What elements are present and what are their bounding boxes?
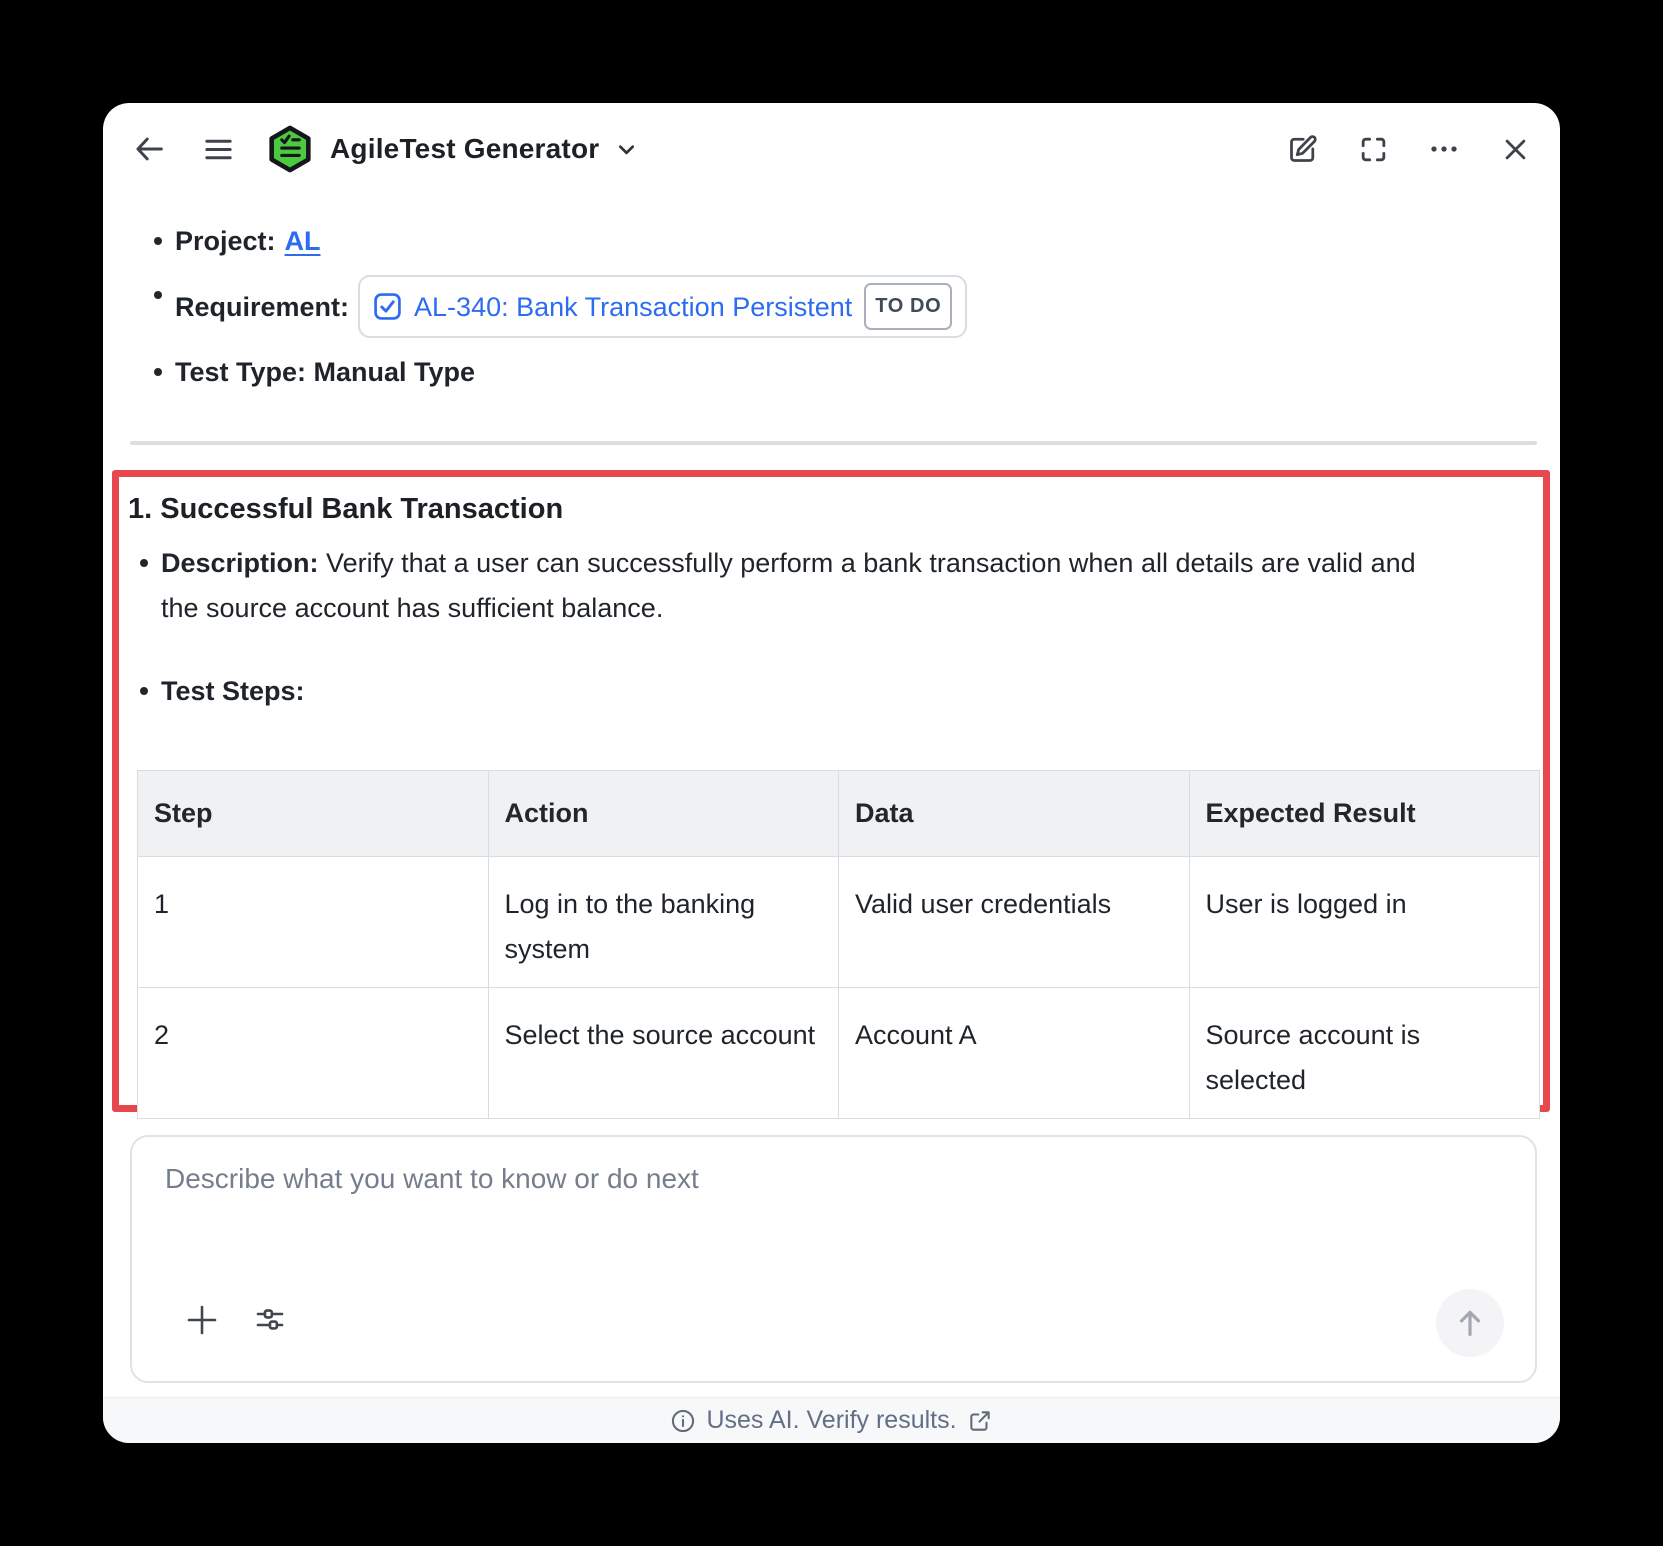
more-options-button[interactable] — [1427, 132, 1461, 166]
test-case-heading: 1. Successful Bank Transaction — [128, 493, 564, 525]
composer-input[interactable] — [165, 1163, 1395, 1283]
table-cell: Select the source account — [488, 988, 839, 1119]
meta-requirement — [152, 275, 1500, 338]
chevron-down-icon — [613, 136, 640, 163]
table-header-cell: Action — [488, 771, 839, 857]
test-steps-table — [137, 770, 1540, 1119]
meta-project — [152, 221, 1500, 261]
arrow-left-icon — [133, 132, 167, 166]
arrow-up-icon — [1453, 1306, 1487, 1340]
table-row — [138, 988, 1540, 1119]
table-header-cell: Expected Result — [1189, 771, 1540, 857]
hamburger-icon — [202, 133, 235, 166]
composer — [130, 1135, 1537, 1383]
plus-icon — [185, 1303, 219, 1337]
status-badge: TO DO — [864, 283, 952, 330]
info-icon — [670, 1408, 696, 1434]
menu-button[interactable] — [201, 132, 235, 166]
section-divider — [130, 441, 1537, 445]
composer-tools — [185, 1303, 287, 1337]
project-link[interactable]: AL — [284, 226, 321, 256]
table-cell: User is logged in — [1189, 857, 1540, 988]
fullscreen-button[interactable] — [1356, 132, 1390, 166]
table-cell: Source account is selected — [1189, 988, 1540, 1119]
sliders-icon — [253, 1303, 287, 1337]
requirement-key-summary: AL-340: Bank Transaction Persistent — [414, 291, 853, 322]
external-link[interactable] — [967, 1408, 993, 1434]
requirement-chip[interactable] — [358, 275, 967, 338]
close-button[interactable] — [1498, 132, 1532, 166]
table-cell: Account A — [839, 988, 1190, 1119]
external-link-icon — [967, 1408, 993, 1434]
test-meta-list — [152, 221, 1500, 406]
highlighted-test-case — [112, 470, 1550, 1112]
new-conversation-button[interactable] — [1285, 132, 1319, 166]
table-body — [138, 857, 1540, 1119]
header-left — [133, 125, 640, 173]
fullscreen-icon — [1358, 134, 1389, 165]
footer-text: Uses AI. Verify results. — [706, 1406, 957, 1434]
project-label: Project: — [175, 226, 276, 256]
table-cell: Log in to the banking system — [488, 857, 839, 988]
table-row — [138, 857, 1540, 988]
agent-selector[interactable] — [330, 133, 640, 165]
table-cell: 2 — [138, 988, 489, 1119]
edit-icon — [1286, 133, 1319, 166]
footer — [103, 1397, 1560, 1443]
add-attachment-button[interactable] — [185, 1303, 219, 1337]
table-header-cell: Step — [138, 771, 489, 857]
table-cell: 1 — [138, 857, 489, 988]
checkbox-checked-icon — [373, 292, 402, 321]
table-header-row — [138, 771, 1540, 857]
test-case-description — [138, 541, 1428, 631]
agiletest-logo-icon — [268, 125, 312, 173]
test-steps-label-item — [138, 669, 1543, 714]
description-label: Description: — [161, 548, 319, 578]
requirement-label: Requirement: — [175, 291, 350, 322]
meta-test-type — [152, 352, 1500, 392]
panel-header — [103, 103, 1560, 195]
header-right — [1285, 132, 1532, 166]
test-case-details — [138, 541, 1543, 714]
table-header-cell: Data — [839, 771, 1190, 857]
panel-title: AgileTest Generator — [330, 133, 600, 164]
ellipsis-icon — [1428, 133, 1460, 165]
agiletest-generator-panel — [103, 103, 1560, 1443]
test-type-text: Test Type: Manual Type — [175, 357, 476, 387]
back-button[interactable] — [133, 132, 167, 166]
settings-button[interactable] — [253, 1303, 287, 1337]
description-text: Verify that a user can successfully perform a bank transaction when all details are valid and the source account has sufficient balance. — [161, 548, 1416, 623]
table-cell: Valid user credentials — [839, 857, 1190, 988]
close-icon — [1500, 134, 1531, 165]
test-steps-label: Test Steps: — [161, 676, 305, 706]
send-button[interactable] — [1436, 1289, 1504, 1357]
